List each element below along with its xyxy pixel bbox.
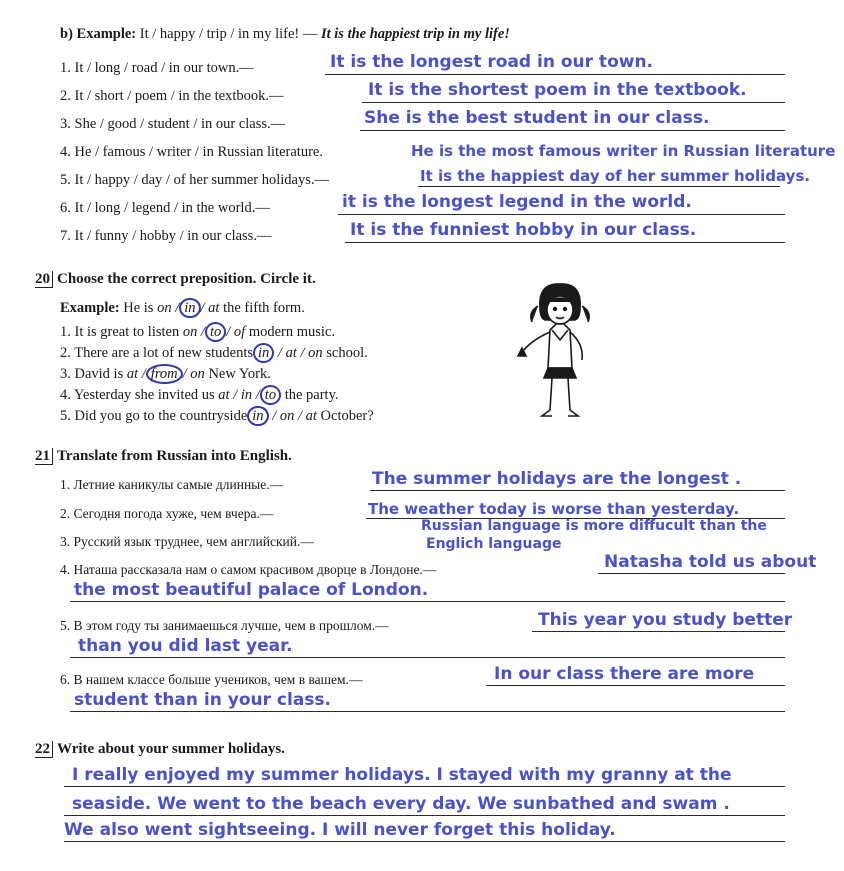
answer-line bbox=[418, 186, 780, 187]
b-answer-7: It is the funniest hobby in our class. bbox=[350, 220, 697, 240]
ex22-number: 22 bbox=[35, 741, 53, 758]
circled-choice: to bbox=[260, 385, 281, 405]
circled-choice: to bbox=[205, 322, 226, 342]
ex21-answer-3a: Russian language is more diffucult than the bbox=[421, 518, 767, 534]
circled-choice: in bbox=[253, 343, 274, 363]
answer-line bbox=[370, 490, 785, 491]
b-answer-3: She is the best student in our class. bbox=[364, 108, 710, 128]
ex21-prompt-2: 2. Сегодня погода хуже, чем вчера.— bbox=[60, 506, 274, 521]
ex21-answer-6b: student than in your class. bbox=[74, 690, 332, 710]
ex21-prompt-5: 5. В этом году ты занимаешься лучше, чем в прошлом.— bbox=[60, 618, 389, 633]
ex20-item-2: 2. There are a lot of new students in / at / on school. bbox=[60, 345, 368, 361]
ex20-item-3: 3. David is at / from / on New York. bbox=[60, 366, 271, 382]
ex20-title: Choose the correct preposition. Circle it. bbox=[57, 271, 316, 287]
ex22-title: Write about your summer holidays. bbox=[57, 741, 285, 757]
answer-line bbox=[70, 601, 785, 602]
b-answer-6: it is the longest legend in the world. bbox=[342, 192, 692, 212]
ex21-answer-5b: than you did last year. bbox=[78, 636, 293, 656]
ex20-example-label: Example: bbox=[60, 300, 120, 316]
b-prompt-6: 6. It / long / legend / in the world.— bbox=[60, 200, 270, 216]
ex22-line-2: seaside. We went to the beach every day. We sunbathed and swam . bbox=[72, 794, 730, 814]
answer-line bbox=[64, 786, 785, 787]
ex21-answer-6a: In our class there are more bbox=[494, 664, 755, 684]
b-prompt-7: 7. It / funny / hobby / in our class.— bbox=[60, 228, 272, 244]
example-text: It / happy / trip / in my life! — bbox=[139, 26, 318, 42]
answer-line bbox=[70, 711, 785, 712]
ex21-prompt-4: 4. Наташа рассказала нам о самом красивом дворце в Лондоне.— bbox=[60, 562, 437, 577]
answer-line bbox=[70, 657, 785, 658]
ex20-item-5: 5. Did you go to the countryside in / on / at October? bbox=[60, 408, 374, 424]
answer-line bbox=[64, 841, 785, 842]
schoolgirl-illustration bbox=[510, 278, 605, 428]
b-prompt-1: 1. It / long / road / in our town.— bbox=[60, 60, 254, 76]
example-answer: It is the happiest trip in my life! bbox=[320, 26, 510, 42]
ex21-answer-5a: This year you study better bbox=[538, 610, 793, 630]
circled-choice: in bbox=[247, 406, 268, 426]
ex22-header bbox=[35, 740, 285, 758]
answer-line bbox=[486, 685, 785, 686]
ex21-prompt-6: 6. В нашем классе больше учеников, чем в вашем.— bbox=[60, 672, 363, 687]
example-label: b) Example: bbox=[60, 26, 137, 42]
b-answer-1: It is the longest road in our town. bbox=[330, 52, 654, 72]
ex20-item-1: 1. It is great to listen on / to / of modern music. bbox=[60, 324, 336, 340]
answer-line bbox=[64, 815, 785, 816]
answer-line bbox=[345, 242, 785, 243]
ex21-answer-4b: the most beautiful palace of London. bbox=[74, 580, 429, 600]
ex21-prompt-3: 3. Русский язык труднее, чем английский.— bbox=[60, 534, 314, 549]
answer-line bbox=[338, 214, 785, 215]
ex20-example: Example: He is on / in / at the fifth form. bbox=[60, 300, 305, 316]
b-answer-2: It is the shortest poem in the textbook. bbox=[368, 80, 747, 100]
b-prompt-4: 4. He / famous / writer / in Russian literature. bbox=[60, 144, 323, 160]
b-prompt-5: 5. It / happy / day / of her summer holidays.— bbox=[60, 172, 330, 188]
b-answer-5: It is the happiest day of her summer holidays. bbox=[420, 167, 811, 185]
answer-line bbox=[362, 102, 785, 103]
ex21-answer-2: The weather today is worse than yesterday. bbox=[368, 500, 740, 518]
b-answer-4: He is the most famous writer in Russian literature bbox=[411, 142, 836, 160]
ex20-item-4: 4. Yesterday she invited us at / in / to the party. bbox=[60, 387, 339, 403]
answer-line bbox=[360, 130, 785, 131]
ex20-header bbox=[35, 270, 316, 288]
ex22-line-1: I really enjoyed my summer holidays. I stayed with my granny at the bbox=[72, 765, 732, 785]
ex20-number: 20 bbox=[35, 271, 53, 288]
ex21-header bbox=[35, 447, 292, 465]
ex21-number: 21 bbox=[35, 448, 53, 465]
circled-choice: in bbox=[179, 298, 200, 318]
b-prompt-2: 2. It / short / poem / in the textbook.— bbox=[60, 88, 284, 104]
ex21-title: Translate from Russian into English. bbox=[57, 448, 292, 464]
answer-line bbox=[532, 631, 785, 632]
answer-line bbox=[598, 573, 785, 574]
answer-line bbox=[325, 74, 785, 75]
example-b bbox=[60, 25, 510, 43]
circled-choice: from bbox=[146, 364, 183, 384]
ex21-answer-4a: Natasha told us about bbox=[604, 552, 817, 572]
ex21-prompt-1: 1. Летние каникулы самые длинные.— bbox=[60, 477, 284, 492]
ex22-line-3: We also went sightseeing. I will never forget this holiday. bbox=[64, 820, 616, 840]
ex21-answer-1: The summer holidays are the longest . bbox=[372, 469, 742, 489]
ex21-answer-3b: Englich language bbox=[426, 536, 562, 552]
b-prompt-3: 3. She / good / student / in our class.— bbox=[60, 116, 286, 132]
